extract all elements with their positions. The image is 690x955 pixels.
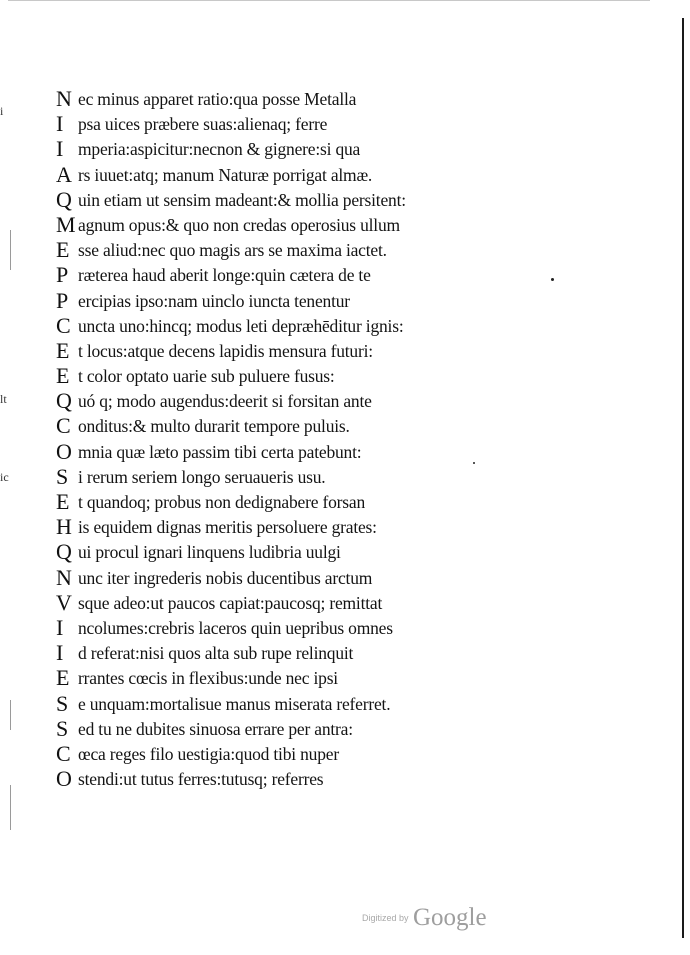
verse-initial: I bbox=[56, 614, 64, 640]
verse-line bbox=[56, 262, 516, 287]
watermark-prefix: Digitized by bbox=[362, 913, 409, 923]
verse-initial: S bbox=[56, 690, 69, 716]
verse-text: uncta uno:hincq; modus leti depræhēditur ignis: bbox=[78, 315, 404, 336]
verse-initial: H bbox=[56, 514, 72, 540]
verse-initial: N bbox=[56, 564, 72, 590]
verse-line bbox=[56, 212, 516, 237]
right-page-edge bbox=[682, 18, 684, 938]
verse-initial: V bbox=[56, 589, 72, 615]
verse-text: sse aliud:nec quo magis ars se maxima iactet. bbox=[78, 240, 387, 261]
left-edge-mark bbox=[10, 785, 11, 830]
verse-line bbox=[56, 565, 516, 590]
verse-text: d referat:nisi quos alta sub rupe relinquit bbox=[78, 643, 354, 664]
verse-text: uin etiam ut sensim madeant:& mollia persitent: bbox=[78, 189, 406, 210]
verse-initial: P bbox=[56, 262, 69, 288]
left-edge-mark bbox=[10, 700, 11, 730]
verse-initial: C bbox=[56, 413, 71, 439]
verse-line bbox=[56, 691, 516, 716]
verse-line bbox=[56, 741, 516, 766]
verse-initial: M bbox=[56, 211, 76, 237]
margin-fragment: ic bbox=[0, 470, 9, 484]
verse-initial: S bbox=[56, 463, 69, 489]
verse-line bbox=[56, 514, 516, 539]
verse-text: ui procul ignari linquens ludibria uulgi bbox=[78, 542, 341, 563]
verse-initial: I bbox=[56, 136, 64, 162]
verse-text: agnum opus:& quo non credas operosius ullum bbox=[78, 214, 400, 235]
verse-text: t color optato uarie sub puluere fusus: bbox=[78, 366, 335, 387]
verse-line bbox=[56, 313, 516, 338]
verse-text: rs iuuet:atq; manum Naturæ porrigat almæ. bbox=[78, 164, 373, 185]
margin-fragment: lt bbox=[0, 392, 7, 406]
verse-text: t quandoq; probus non dedignabere forsan bbox=[78, 492, 365, 512]
verse-initial: Q bbox=[56, 388, 72, 414]
verse-initial: C bbox=[56, 312, 71, 338]
verse-line bbox=[56, 136, 516, 161]
verse-text: ec minus apparet ratio:qua posse Metalla bbox=[78, 89, 357, 109]
verse-text: mperia:aspicitur:necnon & gignere:si qua bbox=[78, 139, 361, 160]
verse-line bbox=[56, 439, 516, 464]
verse-initial: E bbox=[56, 489, 70, 514]
verse-line bbox=[56, 388, 516, 413]
verse-line bbox=[56, 162, 516, 187]
verse-text: onditus:& multo durarit tempore puluis. bbox=[78, 416, 350, 437]
verse-line bbox=[56, 590, 516, 615]
verse-text: ercipias ipso:nam uinclo iuncta tenentur bbox=[78, 290, 350, 311]
verse-initial: E bbox=[56, 337, 70, 363]
verse-initial: C bbox=[56, 740, 71, 766]
verse-line bbox=[56, 288, 516, 313]
verse-text: uó q; modo augendus:deerit si forsitan ante bbox=[78, 391, 372, 412]
verse-line bbox=[56, 640, 516, 665]
verse-line bbox=[56, 363, 516, 388]
verse-initial: N bbox=[56, 86, 72, 111]
verse-line bbox=[56, 187, 516, 212]
verse-text: unc iter ingrederis nobis ducentibus arctum bbox=[78, 567, 373, 588]
verse-text: ed tu ne dubites sinuosa errare per antra: bbox=[78, 718, 353, 739]
verse-initial: E bbox=[56, 665, 70, 691]
verse-initial: I bbox=[56, 640, 64, 666]
verse-line bbox=[56, 413, 516, 438]
verse-line bbox=[56, 615, 516, 640]
verse-line bbox=[56, 539, 516, 564]
verse-text: mnia quæ læto passim tibi certa patebunt: bbox=[78, 441, 362, 462]
verse-line bbox=[56, 766, 516, 791]
verse-text: stendi:ut tutus ferres:tutusq; referres bbox=[78, 769, 324, 790]
verse-initial: E bbox=[56, 237, 70, 263]
verse-initial: I bbox=[56, 111, 64, 137]
verse-line bbox=[56, 237, 516, 262]
verse-line bbox=[56, 464, 516, 489]
google-logo: Google bbox=[412, 904, 487, 931]
verse-line bbox=[56, 716, 516, 741]
verse-text: is equidem dignas meritis persoluere grates: bbox=[78, 517, 377, 538]
verse-line bbox=[56, 338, 516, 363]
verse-initial: P bbox=[56, 287, 69, 313]
verse-line bbox=[56, 86, 516, 111]
verse-text: t locus:atque decens lapidis mensura futuri: bbox=[78, 340, 373, 361]
verse-text: œca reges filo uestigia:quod tibi nuper bbox=[78, 743, 339, 764]
ink-speck bbox=[551, 278, 554, 281]
verse-initial: Q bbox=[56, 539, 72, 565]
verse-text: sque adeo:ut paucos capiat:paucosq; remittat bbox=[78, 592, 383, 613]
digitized-watermark bbox=[362, 904, 487, 932]
verse-text: ræterea haud aberit longe:quin cætera de te bbox=[78, 265, 371, 286]
top-page-edge bbox=[8, 0, 650, 1]
margin-fragment: i bbox=[0, 104, 4, 118]
verse-text: e unquam:mortalisue manus miserata referret. bbox=[78, 693, 391, 714]
verse-text: rrantes cœcis in flexibus:unde nec ipsi bbox=[78, 668, 338, 689]
verse-text: ncolumes:crebris laceros quin uepribus omnes bbox=[78, 617, 393, 638]
verse-initial: S bbox=[56, 715, 69, 741]
verse-line bbox=[56, 665, 516, 690]
verse-block bbox=[56, 86, 516, 791]
verse-initial: O bbox=[56, 438, 72, 464]
verse-line bbox=[56, 489, 516, 514]
left-edge-mark bbox=[10, 230, 11, 270]
verse-line bbox=[56, 111, 516, 136]
verse-initial: Q bbox=[56, 186, 72, 212]
verse-initial: E bbox=[56, 363, 70, 389]
verse-text: psa uices præbere suas:alienaq; ferre bbox=[78, 114, 328, 135]
verse-initial: A bbox=[56, 161, 72, 187]
verse-text: i rerum seriem longo seruaueris usu. bbox=[78, 466, 326, 487]
verse-initial: O bbox=[56, 766, 72, 792]
